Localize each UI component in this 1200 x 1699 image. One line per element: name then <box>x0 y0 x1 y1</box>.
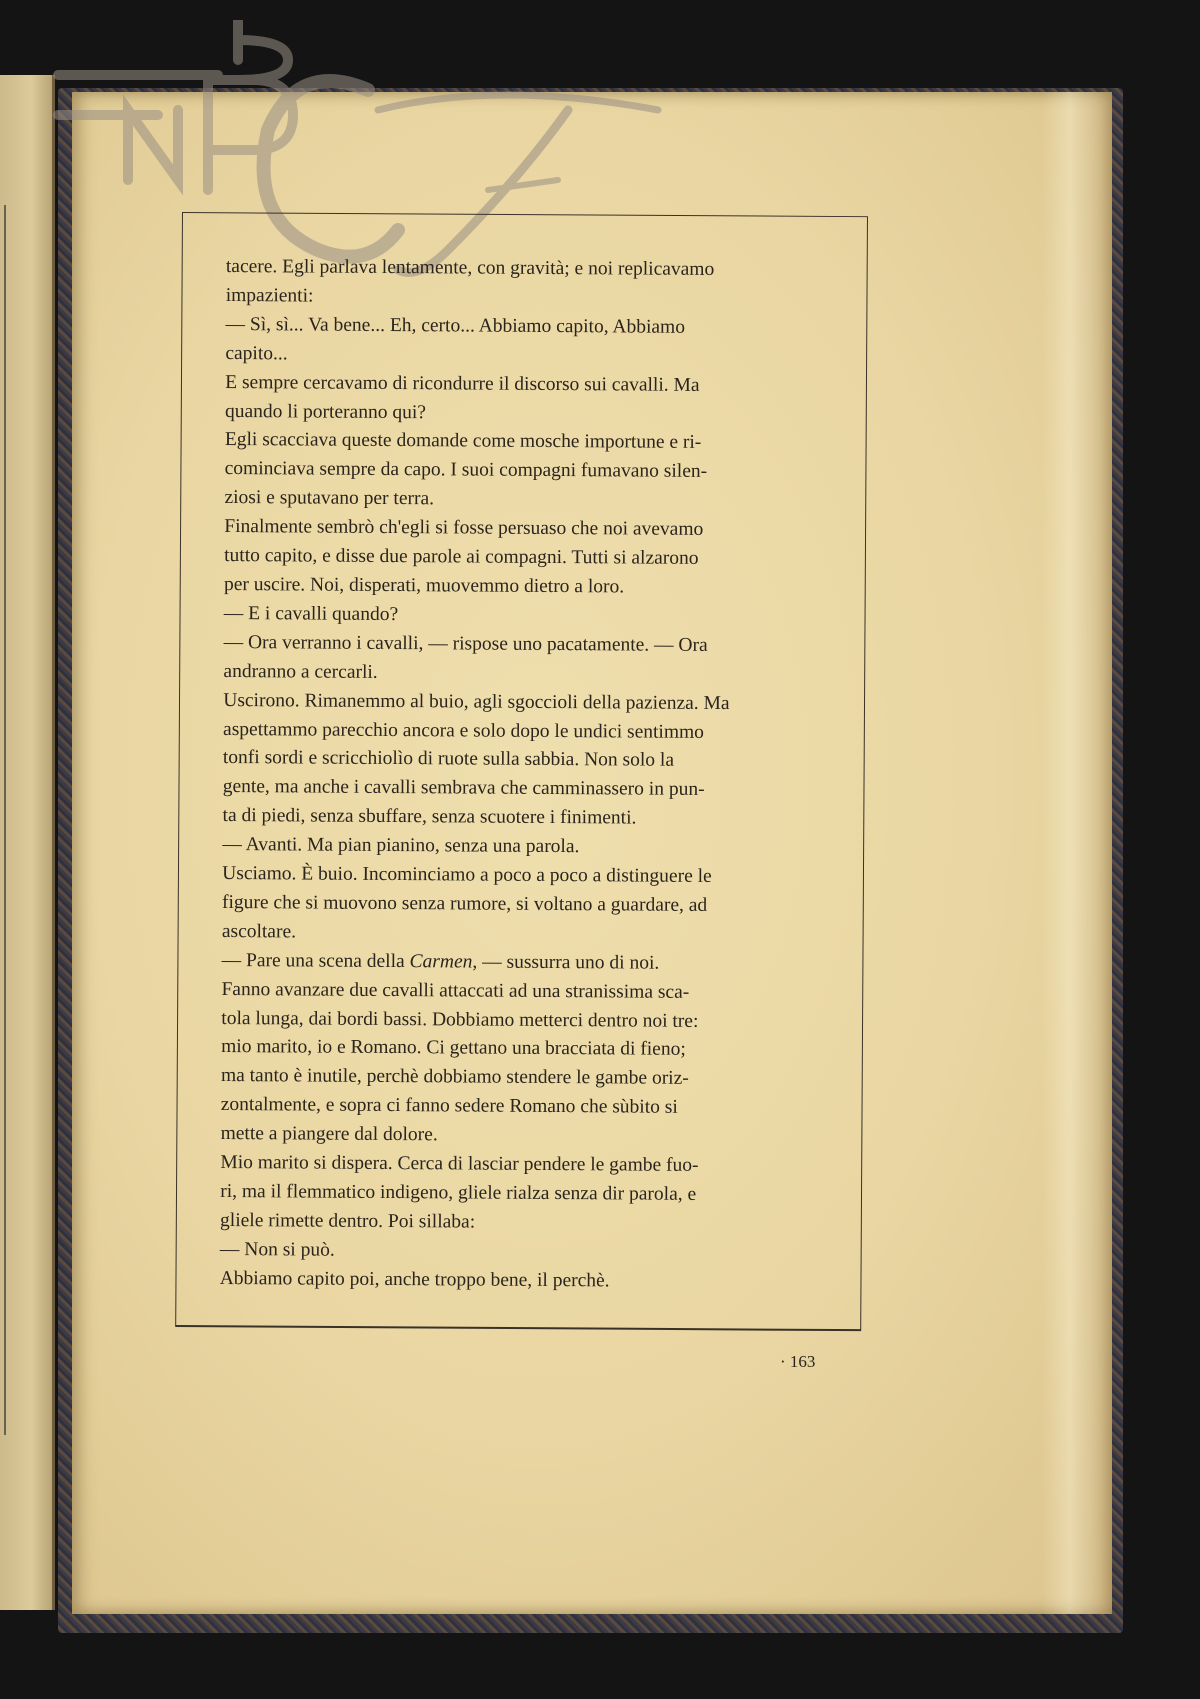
text-line: — Pare una scena della Carmen, — sussurra uno di noi. <box>221 949 660 974</box>
text-line: Usciamo. È buio. Incominciamo a poco a poco a distinguere le <box>222 863 712 888</box>
page-text <box>220 253 826 1297</box>
text-line: — Avanti. Ma pian pianino, senza una parola. <box>222 834 580 858</box>
text-line: Abbiamo capito poi, anche troppo bene, il perchè. <box>219 1267 610 1292</box>
text-line: ascoltare. <box>221 920 297 943</box>
page-curl <box>1042 92 1112 1614</box>
text-line: Finalmente sembrò ch'egli si fosse persuaso che noi avevamo <box>224 516 704 541</box>
text-line: Egli scacciava queste domande come mosche importune e ri- <box>224 429 702 454</box>
text-line: tola lunga, dai bordi bassi. Dobbiamo metterci dentro noi tre: <box>221 1007 699 1032</box>
text-line: Uscirono. Rimanemmo al buio, agli sgoccioli della pazienza. Ma <box>223 689 730 714</box>
italic-title: Carmen <box>409 950 473 973</box>
page-number: · 163 <box>780 1352 816 1371</box>
text-line: mette a piangere dal dolore. <box>220 1123 438 1146</box>
text-line: quando li porteranno qui? <box>224 400 427 423</box>
text-line: E sempre cercavamo di ricondurre il discorso sui cavalli. Ma <box>225 371 700 396</box>
text-line: Fanno avanzare due cavalli attaccati ad una stranissima sca- <box>221 978 690 1003</box>
text-line: aspettammo parecchio ancora e solo dopo le undici sentimmo <box>223 718 705 743</box>
text-line: figure che si muovono senza rumore, si voltano a guardare, ad <box>221 891 708 916</box>
text-line: cominciava sempre da capo. I suoi compagni fumavano silen- <box>224 458 708 483</box>
text-line: — E i cavalli quando? <box>223 602 399 625</box>
text-line: — Non si può. <box>219 1238 335 1261</box>
text-line: andranno a cercarli. <box>223 660 378 683</box>
text-line: capito... <box>225 342 288 365</box>
text-line: impazienti: <box>225 284 314 307</box>
text-line: per uscire. Noi, disperati, muovemmo dietro a loro. <box>223 573 625 598</box>
text-line: ma tanto è inutile, perchè dobbiamo stendere le gambe oriz- <box>220 1065 689 1090</box>
text-line: gente, ma anche i cavalli sembrava che camminassero in pun- <box>222 776 705 801</box>
text-line: ziosi e sputavano per terra. <box>224 487 435 510</box>
text-line: gliele rimette dentro. Poi sillaba: <box>220 1209 476 1233</box>
text-line: mio marito, io e Romano. Ci gettano una bracciata di fieno; <box>221 1036 686 1061</box>
text-line: ta di piedi, senza sbuffare, senza scuotere i finimenti. <box>222 805 637 829</box>
text-line: Mio marito si dispera. Cerca di lasciar pendere le gambe fuo- <box>220 1152 699 1176</box>
text-line: tonfi sordi e scricchiolìo di ruote sulla sabbia. Non solo la <box>222 747 675 772</box>
text-line: — Ora verranno i cavalli, — rispose uno pacatamente. — Ora <box>223 631 708 656</box>
text-line: ri, ma il flemmatico indigeno, gliele rialza senza dir parola, e <box>220 1180 697 1205</box>
text-line: tacere. Egli parlava lentamente, con gravità; e noi replicavamo <box>225 255 715 280</box>
text-line: tutto capito, e disse due parole ai compagni. Tutti si alzarono <box>224 545 699 569</box>
facing-page-edge <box>0 75 55 1610</box>
text-line: zontalmente, e sopra ci fanno sedere Romano che sùbito si <box>220 1094 678 1119</box>
text-line: — Sì, sì... Va bene... Eh, certo... Abbiamo capito, Abbiamo <box>225 313 686 338</box>
